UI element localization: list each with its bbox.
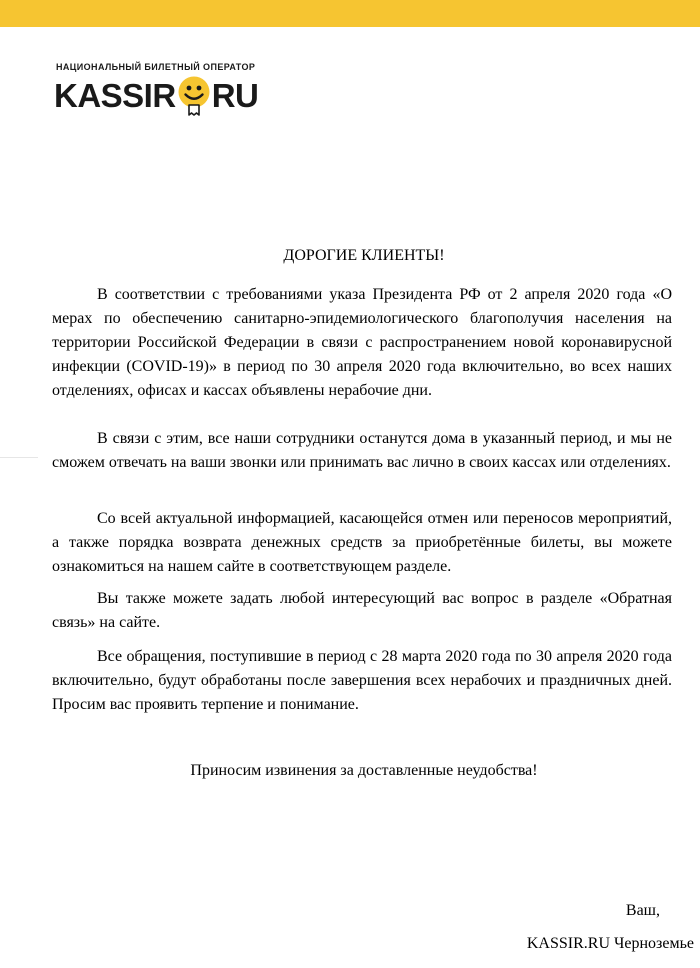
logo-tagline: НАЦИОНАЛЬНЫЙ БИЛЕТНЫЙ ОПЕРАТОР — [56, 62, 256, 72]
letter-heading: ДОРОГИЕ КЛИЕНТЫ! — [283, 247, 445, 264]
top-accent-bar — [0, 0, 700, 27]
paragraph-refund-info: Со всей актуальной информацией, касающейся отмен или переносов мероприятий, а также порядка возврата денежных средств за приобретённые билеты, вы можете ознакомиться на нашем сайте в соответствующем разделе. — [52, 510, 672, 575]
logo-word-right: RU — [211, 77, 259, 114]
signature-company: KASSIR.RU Черноземье — [526, 935, 694, 952]
margin-mark — [0, 457, 38, 458]
paragraph-feedback: Вы также можете задать любой интересующий вас вопрос в разделе «Обратная связь» на сайте. — [52, 590, 672, 631]
signature-salutation: Ваш, — [625, 902, 660, 919]
logo-word-left: KASSIR — [54, 77, 176, 114]
paragraph-requests: Все обращения, поступившие в период с 28 марта 2020 года по 30 апреля 2020 года включительно, будут обработаны после завершения всех нерабочих и праздничных дней. Просим вас проявить терпение и понимание. — [52, 648, 672, 713]
paragraph-staff-home: В связи с этим, все наши сотрудники останутся дома в указанный период, и мы не сможем отвечать на ваши звонки или принимать вас лично в своих кассах или отделениях. — [52, 430, 672, 471]
apology-line: Приносим извинения за доставленные неудобства! — [190, 762, 538, 779]
smiley-ticket-icon — [177, 75, 211, 117]
paragraph-decree: В соответствии с требованиями указа Президента РФ от 2 апреля 2020 года «О мерах по обеспечению санитарно-эпидемиологического благополучия населения на территории Российской Федерации в связи с распространением новой коронавирусной инфекции (COVID-19)» в период по 30 апреля 2020 года включительно, во всех наших отделениях, офисах и кассах объявлены нерабочие дни. — [52, 286, 672, 399]
kassir-logo[interactable] — [54, 76, 258, 116]
